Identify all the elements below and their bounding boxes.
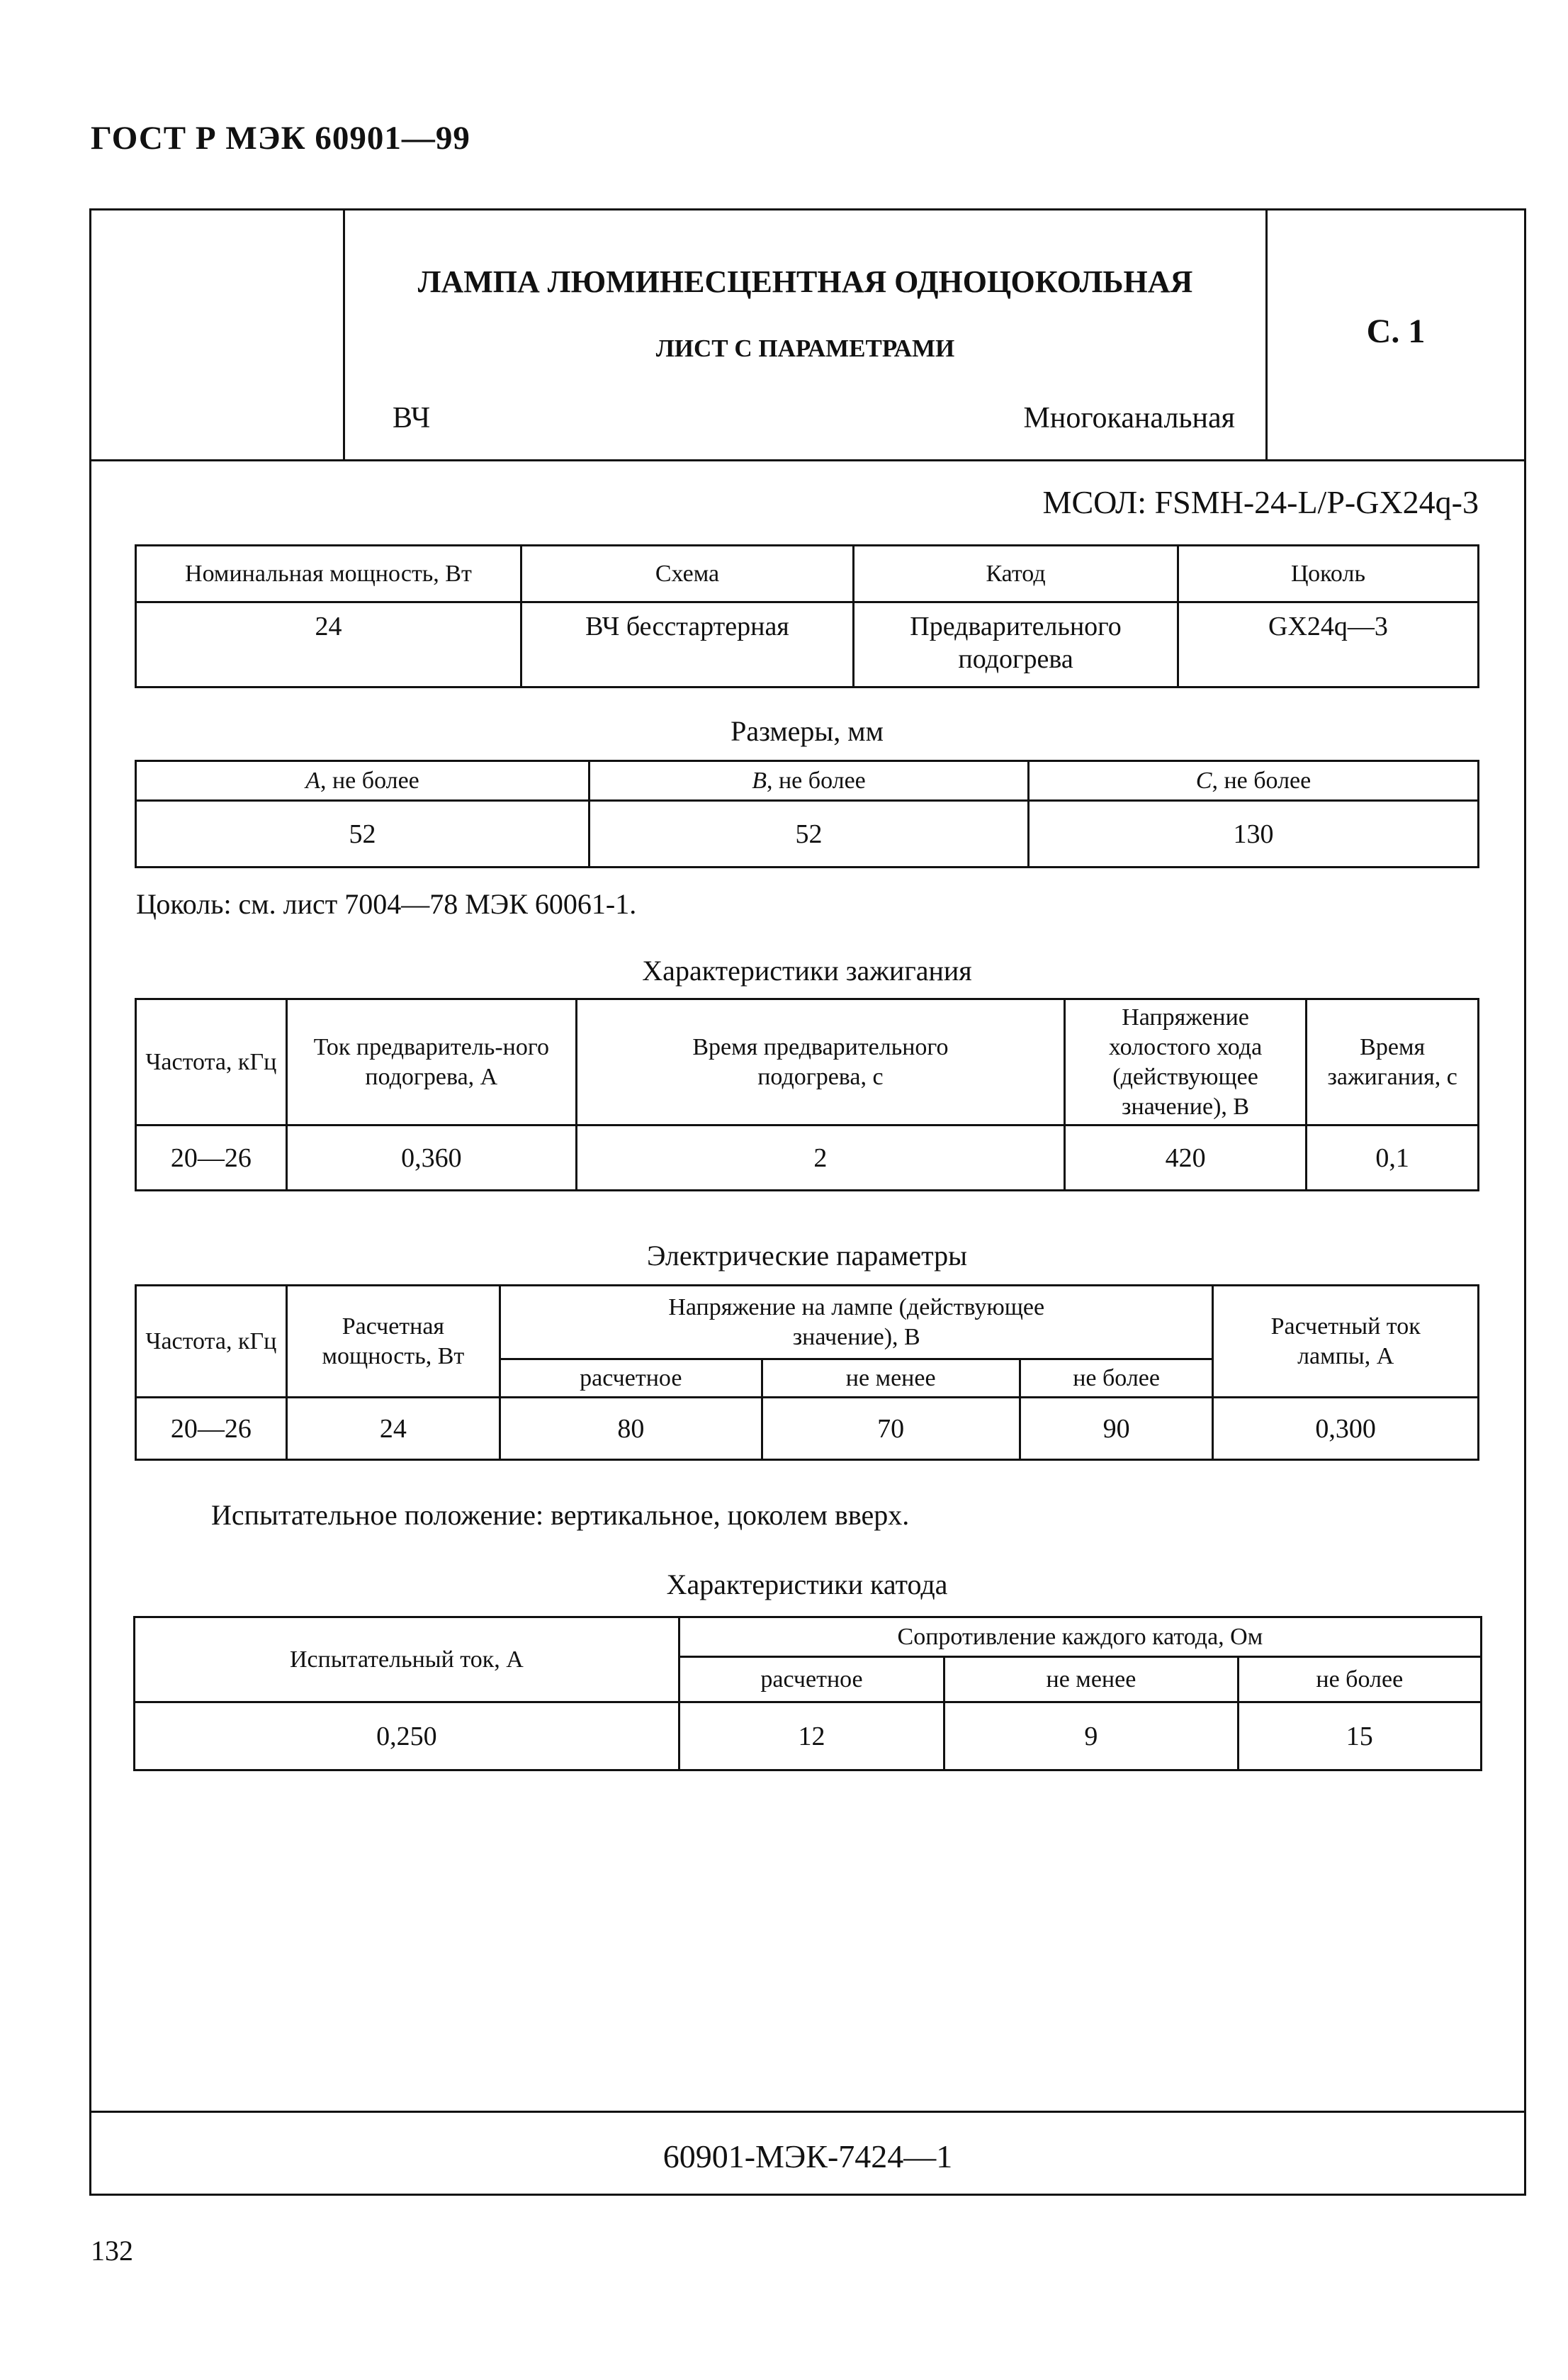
sheet-code: 60901-МЭК-7424—1 <box>662 2138 953 2174</box>
sheet-title: ЛАМПА ЛЮМИНЕСЦЕНТНАЯ ОДНОЦОКОЛЬНАЯ <box>417 264 1193 299</box>
dimensions-title: Размеры, мм <box>731 715 884 747</box>
cell-voltage-rated: 80 <box>500 1398 762 1460</box>
cell-resistance-min: 9 <box>944 1702 1238 1770</box>
cell-circuit: ВЧ бесстартерная <box>521 602 853 687</box>
header-nominal-power: Номинальная мощность, Вт <box>136 546 521 602</box>
cell-cap: GX24q—3 <box>1178 602 1478 687</box>
sheet-number: С. 1 <box>1366 313 1426 350</box>
lamp-designation: МСОЛ: FSMH-24-L/P-GX24q-3 <box>1042 484 1479 520</box>
cell-voltage-min: 70 <box>762 1398 1020 1460</box>
header-dim-b: B, не более <box>589 761 1028 801</box>
cell-preheat-current: 0,360 <box>286 1126 576 1191</box>
ignition-table <box>135 998 1479 1191</box>
cap-note: Цоколь: см. лист 7004—78 МЭК 60061-1. <box>136 888 637 920</box>
header-frequency: Частота, кГц <box>136 999 287 1126</box>
header-cathode-resistance: Сопротивление каждого катода, Ом <box>679 1617 1481 1657</box>
header-resistance-min: не менее <box>944 1657 1238 1702</box>
header-open-circuit-voltage: Напряжение холостого хода (действующее значение), В <box>1064 999 1306 1126</box>
title-block-bottom-line <box>89 459 1526 461</box>
header-test-current: Испытательный ток, А <box>135 1617 679 1702</box>
header-ignition-time: Время зажигания, с <box>1307 999 1479 1126</box>
electrical-table <box>135 1284 1479 1461</box>
cell-el-power: 24 <box>286 1398 500 1460</box>
standard-header: ГОСТ Р МЭК 60901—99 <box>91 120 470 157</box>
header-voltage-max: не более <box>1020 1359 1213 1398</box>
cell-ignition-time: 0,1 <box>1307 1126 1479 1191</box>
cell-test-current: 0,250 <box>135 1702 679 1770</box>
header-dim-c: C, не более <box>1029 761 1479 801</box>
cell-dim-b: 52 <box>589 801 1028 868</box>
circuit-label: ВЧ <box>393 402 431 434</box>
ignition-title: Характеристики зажигания <box>642 955 972 987</box>
cell-resistance-max: 15 <box>1238 1702 1481 1770</box>
header-preheat-current: Ток предваритель-ного подогрева, А <box>286 999 576 1126</box>
dimensions-table <box>135 760 1479 868</box>
test-position-note: Испытательное положение: вертикальное, цоколем вверх. <box>211 1499 910 1531</box>
cell-dim-a: 52 <box>136 801 590 868</box>
cell-resistance-rated: 12 <box>679 1702 944 1770</box>
footer-line <box>89 2111 1526 2113</box>
header-el-frequency: Частота, кГц <box>136 1286 287 1398</box>
electrical-title: Электрические параметры <box>647 1240 967 1272</box>
lamp-type-label: Многоканальная <box>1023 402 1235 434</box>
header-preheat-time: Время предварительного подогрева, с <box>576 999 1064 1126</box>
cell-cathode: Предварительного подогрева <box>854 602 1178 687</box>
header-resistance-max: не более <box>1238 1657 1481 1702</box>
cell-dim-c: 130 <box>1029 801 1479 868</box>
header-lamp-current: Расчетный ток лампы, А <box>1213 1286 1479 1398</box>
header-cap: Цоколь <box>1178 546 1478 602</box>
header-el-power: Расчетная мощность, Вт <box>286 1286 500 1398</box>
sheet-subtitle: ЛИСТ С ПАРАМЕТРАМИ <box>655 335 955 362</box>
cell-el-frequency: 20—26 <box>136 1398 287 1460</box>
header-voltage-rated: расчетное <box>500 1359 762 1398</box>
cathode-table <box>133 1616 1482 1771</box>
header-lamp-voltage: Напряжение на лампе (действующее значение), В <box>500 1286 1213 1359</box>
header-cathode: Катод <box>854 546 1178 602</box>
header-voltage-min: не менее <box>762 1359 1020 1398</box>
cell-lamp-current: 0,300 <box>1213 1398 1479 1460</box>
cell-preheat-time: 2 <box>576 1126 1064 1191</box>
cell-nominal-power: 24 <box>136 602 521 687</box>
cell-open-circuit-voltage: 420 <box>1064 1126 1306 1191</box>
cell-frequency: 20—26 <box>136 1126 287 1191</box>
header-resistance-rated: расчетное <box>679 1657 944 1702</box>
lamp-table <box>135 544 1479 688</box>
cell-voltage-max: 90 <box>1020 1398 1213 1460</box>
header-circuit: Схема <box>521 546 853 602</box>
page-number: 132 <box>91 2235 133 2267</box>
cathode-title: Характеристики катода <box>666 1568 948 1600</box>
header-dim-a: A, не более <box>136 761 590 801</box>
